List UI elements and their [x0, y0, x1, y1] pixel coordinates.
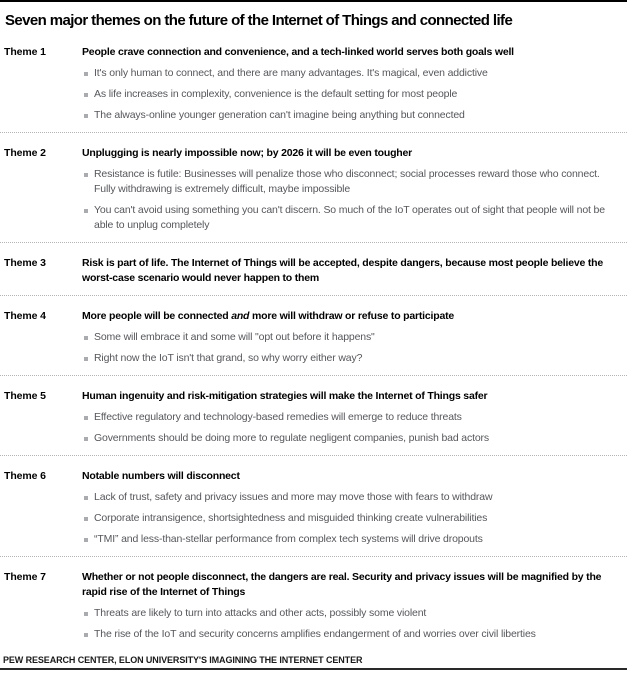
theme-header: Unplugging is nearly impossible now; by 2026 it will be even tougher — [82, 147, 413, 159]
source-attribution: PEW RESEARCH CENTER, ELON UNIVERSITY'S IMAGINING THE INTERNET CENTER — [3, 655, 363, 665]
theme-content — [82, 309, 617, 366]
bullet-item: Governments should be doing more to regulate negligent companies, punish bad actors — [82, 431, 617, 446]
bullet-item: The always-online younger generation can't imagine being anything but connected — [82, 108, 617, 123]
theme-section-5 — [0, 376, 627, 456]
bullet-item: Resistance is futile: Businesses will penalize those who disconnect; social processes reward those who connect. Fully withdrawing is extremely difficult, maybe impossible — [82, 167, 617, 197]
bullet-item: Threats are likely to turn into attacks and other acts, possibly some violent — [82, 606, 617, 621]
theme-header-text: more will withdraw or refuse to participate — [249, 310, 455, 322]
theme-header-text: More people will be connected — [82, 310, 232, 322]
bullet-list — [82, 167, 617, 233]
theme-content — [82, 146, 617, 233]
theme-section-7 — [0, 557, 627, 651]
theme-content — [82, 389, 617, 446]
theme-content — [82, 45, 617, 123]
theme-label: Theme 7 — [4, 571, 46, 583]
theme-header: Risk is part of life. The Internet of Things will be accepted, despite dangers, because most people believe the worst-case scenario would never happen to them — [82, 257, 604, 284]
theme-header: Human ingenuity and risk-mitigation strategies will make the Internet of Things safer — [82, 390, 488, 402]
page-title: Seven major themes on the future of the Internet of Things and connected life — [5, 12, 513, 29]
bullet-item: Some will embrace it and some will "opt out before it happens" — [82, 330, 617, 345]
bullet-list — [82, 410, 617, 446]
theme-section-6 — [0, 456, 627, 557]
bullet-item: Right now the IoT isn't that grand, so why worry either way? — [82, 351, 617, 366]
theme-label: Theme 5 — [4, 390, 46, 402]
theme-label: Theme 2 — [4, 147, 46, 159]
theme-header: Notable numbers will disconnect — [82, 470, 240, 482]
bullet-list — [82, 330, 617, 366]
bullet-item: Lack of trust, safety and privacy issues and more may move those with fears to withdraw — [82, 490, 617, 505]
theme-content — [82, 469, 617, 547]
bullet-list — [82, 66, 617, 123]
theme-header-italic: and — [231, 310, 250, 322]
bullet-list — [82, 490, 617, 547]
theme-section-2 — [0, 133, 627, 243]
theme-section-3 — [0, 243, 627, 296]
theme-header — [82, 309, 617, 324]
bullet-item: “TMI” and less-than-stellar performance from complex tech systems will drive dropouts — [82, 532, 617, 547]
theme-header: Whether or not people disconnect, the dangers are real. Security and privacy issues will be magnified by the rapid rise of the Internet of Things — [82, 571, 602, 598]
bullet-item: The rise of the IoT and security concerns amplifies endangerment of and worries over civil liberties — [82, 627, 617, 642]
theme-content — [82, 570, 617, 642]
bottom-rule — [0, 668, 627, 670]
bullet-item: It's only human to connect, and there are many advantages. It's magical, even addictive — [82, 66, 617, 81]
theme-label: Theme 3 — [4, 257, 46, 269]
theme-label: Theme 4 — [4, 310, 46, 322]
theme-header: People crave connection and convenience, and a tech-linked world serves both goals well — [82, 46, 514, 58]
bullet-item: You can't avoid using something you can't discern. So much of the IoT operates out of sight that people will not be able to unplug completely — [82, 203, 617, 233]
top-rule — [0, 0, 627, 2]
theme-label: Theme 6 — [4, 470, 46, 482]
theme-section-1 — [0, 32, 627, 133]
theme-content — [82, 256, 617, 286]
theme-section-4 — [0, 296, 627, 376]
bullet-list — [82, 606, 617, 642]
theme-label: Theme 1 — [4, 46, 46, 58]
bullet-item: As life increases in complexity, convenience is the default setting for most people — [82, 87, 617, 102]
bullet-item: Effective regulatory and technology-based remedies will emerge to reduce threats — [82, 410, 617, 425]
bullet-item: Corporate intransigence, shortsightedness and misguided thinking create vulnerabilities — [82, 511, 617, 526]
